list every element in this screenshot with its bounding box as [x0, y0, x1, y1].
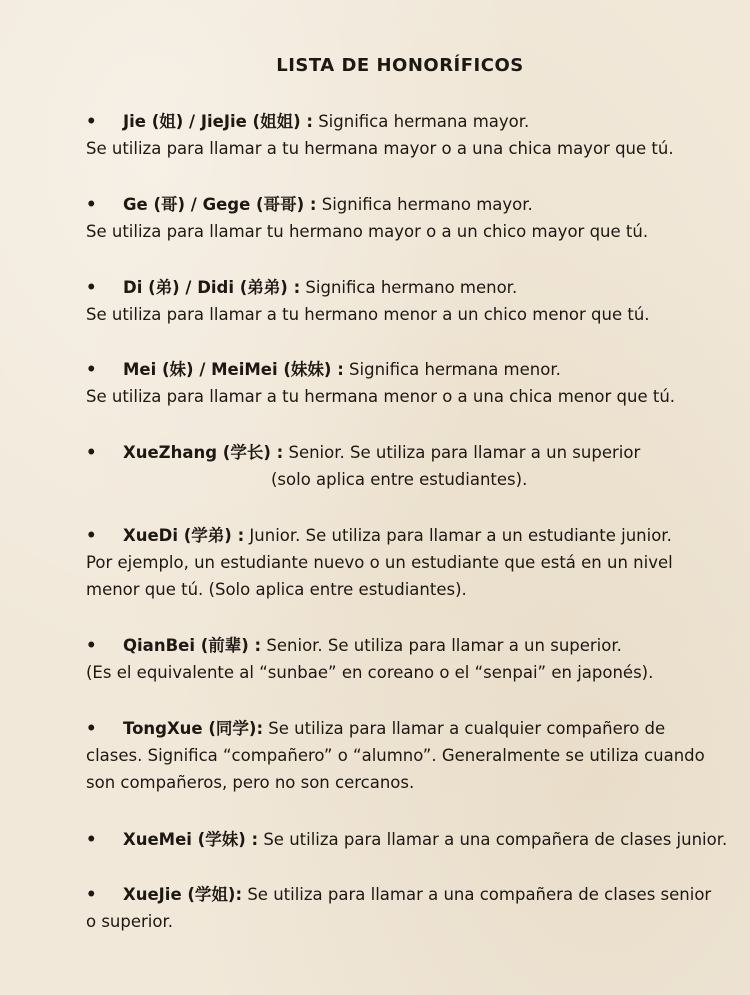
honorific-meaning: Se utiliza para llamar a una compañera de clases senior — [242, 885, 712, 904]
honorific-usage: (solo aplica entre estudiantes). — [271, 470, 528, 489]
honorific-meaning: Junior. Se utiliza para llamar a un estudiante junior. — [244, 526, 672, 545]
honorific-term: Di (弟) / Didi (弟弟) : — [123, 278, 301, 297]
bullet: • — [86, 830, 97, 849]
bullet: • — [86, 636, 97, 655]
honorific-term: Jie (姐) / JieJie (姐姐) : — [123, 112, 313, 131]
honorific-usage: (Es el equivalente al “sunbae” en coreano o el “senpai” en japonés). — [86, 663, 654, 682]
honorific-term: QianBei (前辈) : — [123, 636, 262, 655]
honorific-usage: o superior. — [86, 912, 173, 931]
honorific-usage: clases. Significa “compañero” o “alumno”. Generalmente se utiliza cuando — [86, 746, 705, 765]
honorific-entry-jie — [86, 108, 726, 162]
honorific-term: XueZhang (学长) : — [123, 443, 284, 462]
honorific-usage: Se utiliza para llamar a tu hermana mayor o a una chica mayor que tú. — [86, 139, 674, 158]
honorific-meaning: Significa hermano mayor. — [316, 195, 533, 214]
honorific-usage: menor que tú. (Solo aplica entre estudiantes). — [86, 580, 467, 599]
honorific-usage: Se utiliza para llamar a tu hermana menor o a una chica menor que tú. — [86, 387, 676, 406]
bullet: • — [86, 719, 97, 738]
honorific-usage: Se utiliza para llamar tu hermano mayor o a un chico mayor que tú. — [86, 222, 649, 241]
bullet: • — [86, 112, 97, 131]
bullet: • — [86, 278, 97, 297]
honorific-usage: son compañeros, pero no son cercanos. — [86, 773, 415, 792]
honorific-term: XueJie (学姐): — [123, 885, 243, 904]
honorific-term: Mei (妹) / MeiMei (妹妹) : — [123, 360, 344, 379]
bullet: • — [86, 195, 97, 214]
honorific-meaning: Significa hermano menor. — [300, 278, 518, 297]
honorific-entry-tongxue — [86, 715, 726, 796]
honorific-entry-xuejie — [86, 881, 726, 935]
honorific-entry-xuemei — [86, 826, 726, 853]
honorific-entry-ge — [86, 191, 726, 245]
honorific-term: Ge (哥) / Gege (哥哥) : — [123, 195, 317, 214]
honorific-meaning: Se utiliza para llamar a una compañera de clases junior. — [258, 830, 728, 849]
honorific-entry-mei — [86, 356, 726, 410]
honorific-usage: Por ejemplo, un estudiante nuevo o un estudiante que está en un nivel — [86, 553, 673, 572]
page-title: LISTA DE HONORÍFICOS — [276, 55, 524, 76]
honorific-entry-xuedi — [86, 522, 726, 603]
bullet: • — [86, 360, 97, 379]
honorific-meaning: Se utiliza para llamar a cualquier compañero de — [263, 719, 666, 738]
bullet: • — [86, 443, 97, 462]
honorific-term: TongXue (同学): — [123, 719, 264, 738]
honorific-usage: Se utiliza para llamar a tu hermano menor a un chico menor que tú. — [86, 305, 650, 324]
honorific-meaning: Significa hermana menor. — [343, 360, 561, 379]
honorific-entry-xuezhang — [86, 439, 726, 493]
bullet: • — [86, 885, 97, 904]
honorific-term: XueMei (学妹) : — [123, 830, 259, 849]
honorific-meaning: Senior. Se utiliza para llamar a un superior. — [261, 636, 622, 655]
honorific-meaning: Senior. Se utiliza para llamar a un superior — [283, 443, 641, 462]
honorific-term: XueDi (学弟) : — [123, 526, 245, 545]
honorific-meaning: Significa hermana mayor. — [312, 112, 530, 131]
bullet: • — [86, 526, 97, 545]
honorific-entry-qianbei — [86, 632, 726, 686]
honorific-entry-di — [86, 274, 726, 328]
